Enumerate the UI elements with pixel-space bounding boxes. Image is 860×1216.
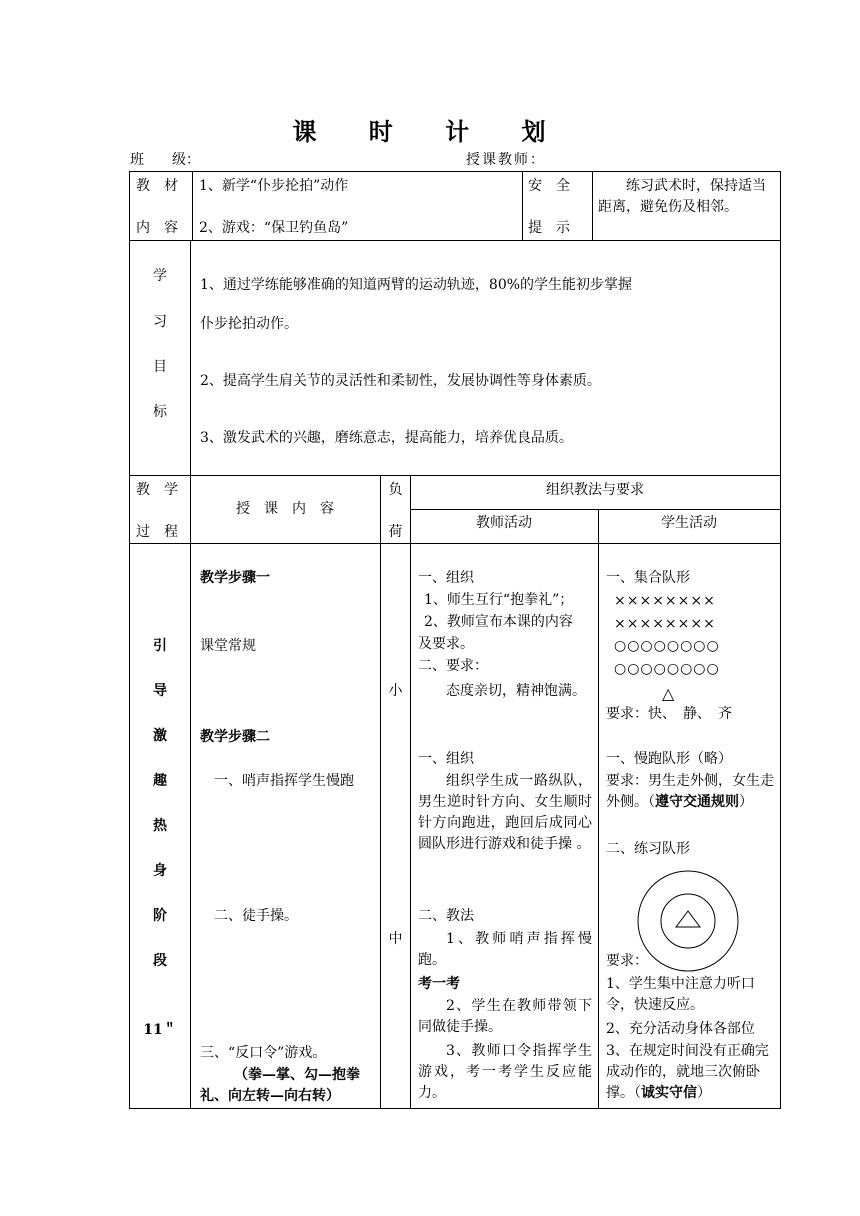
content-item-2: 二、徒手操。	[214, 908, 298, 924]
goals-label-char: 习	[153, 314, 167, 330]
materials-label-a: 教 材	[136, 178, 178, 194]
stage-char: 段	[153, 953, 167, 969]
material-item-2: 2、游戏：“保卫钓鱼岛”	[199, 220, 349, 236]
content-item-3-detail-b: 礼、向左转—向右转）	[200, 1088, 340, 1104]
student-requirements-2: 要求：	[606, 953, 648, 969]
content-item-1: 一、哨声指挥学生慢跑	[214, 773, 354, 789]
teacher-method-3: 3、教师口令指挥学生游戏，考一考学生反应能力。	[418, 1043, 592, 1101]
org-header: 组织教法与要求	[546, 482, 644, 498]
goal-2: 2、提高学生肩关节的灵活性和柔韧性，发展协调性等身体素质。	[200, 373, 601, 389]
teacher-org-1-2b: 及要求。	[418, 636, 474, 652]
student-requirements-1: 要求：快、 静、 齐	[606, 706, 732, 722]
formation-row-o: ○○○○○○○○	[614, 661, 720, 677]
stage-char: 阶	[153, 908, 167, 924]
step-2: 教学步骤二	[200, 729, 270, 745]
goals-label-char: 标	[153, 404, 167, 420]
student-jog: 一、慢跑队形（略）	[606, 751, 732, 767]
class-label: 班 级：	[130, 152, 200, 168]
formation-row-o: ○○○○○○○○	[614, 638, 720, 654]
teacher-org-1-1: 1、师生互行“抱拳礼”；	[424, 592, 574, 608]
teacher-test: 考一考	[418, 976, 460, 992]
stage-char: 激	[153, 728, 167, 744]
stage-char: 热	[153, 818, 167, 834]
teacher-activity-header: 教师活动	[476, 515, 532, 531]
stage-time: 11＂	[143, 1022, 177, 1038]
teacher-requirements: 二、要求：	[418, 658, 488, 674]
teacher-method-2: 2、学生在教师带领下同做徒手操。	[418, 998, 592, 1035]
teacher-method-1: 1、教师哨声指挥慢跑。	[418, 931, 592, 968]
load-medium: 中	[388, 931, 403, 947]
content-header: 授 课 内 容	[236, 501, 334, 517]
load-header-a: 负	[388, 482, 403, 498]
process-label-a: 教 学	[136, 482, 178, 498]
teacher-label: 授课教师：	[466, 152, 546, 168]
safety-label-b: 提 示	[528, 220, 570, 236]
student-rule-3: 3、在规定时间没有正确完成动作的，就地三次俯卧撑。（诚实守信）	[606, 1043, 769, 1101]
content-item-3-detail-a: （拳—掌、勾—抱拳	[234, 1067, 360, 1083]
student-activity-header: 学生活动	[661, 515, 717, 531]
goals-label-char: 学	[153, 268, 167, 284]
process-label-b: 过 程	[136, 524, 178, 540]
stage-char: 趣	[153, 773, 167, 789]
goals-label-char: 目	[153, 359, 167, 375]
teacher-method: 二、教法	[418, 908, 474, 924]
student-rule-1: 1、学生集中注意力听口令，快速反应。	[606, 976, 755, 1013]
content-item-3: 三、“反口令”游戏。	[200, 1045, 327, 1061]
materials-label-b: 内 容	[136, 220, 178, 236]
stage-char: 导	[153, 683, 167, 699]
stage-char: 引	[153, 638, 167, 654]
goal-1b: 仆步抡拍动作。	[200, 316, 298, 332]
class-routine: 课堂常规	[200, 638, 256, 654]
stage-char: 身	[153, 863, 167, 879]
teacher-position-triangle: △	[662, 684, 675, 703]
load-header-b: 荷	[388, 524, 403, 540]
formation-row-x: ××××××××	[614, 593, 716, 609]
teacher-org-2: 一、组织	[418, 751, 474, 767]
student-jog-requirements: 要求：男生走外侧，女生走外侧。（遵守交通规则）	[606, 773, 774, 810]
step-1: 教学步骤一	[200, 570, 270, 586]
student-practice: 二、练习队形	[606, 841, 690, 857]
material-item-1: 1、新学“仆步抡拍”动作	[199, 178, 349, 194]
page-title: 课 时 计 划	[292, 117, 568, 146]
teacher-org-1-2a: 2、教师宣布本课的内容	[424, 614, 573, 630]
safety-text: 练习武术时，保持适当距离，避免伤及相邻。	[598, 178, 766, 215]
goal-3: 3、激发武术的兴趣，磨练意志，提高能力，培养优良品质。	[200, 430, 573, 446]
load-small: 小	[388, 683, 403, 699]
safety-label-a: 安 全	[528, 178, 570, 194]
student-rule-2: 2、充分活动身体各部位	[606, 1021, 755, 1037]
student-formation: 一、集合队形	[606, 570, 690, 586]
teacher-org-1: 一、组织	[418, 570, 474, 586]
teacher-org-2-text: 组织学生成一路纵队，男生逆时针方向、女生顺时针方向跑进，跑回后成同心圆队形进行游戏和徒手操 。	[418, 773, 592, 852]
goal-1a: 1、通过学练能够准确的知道两臂的运动轨迹，80%的学生能初步掌握	[200, 277, 633, 293]
formation-row-x: ××××××××	[614, 616, 716, 632]
concentric-circle-formation	[634, 869, 742, 973]
teacher-requirements-text: 态度亲切，精神饱满。	[446, 683, 586, 699]
